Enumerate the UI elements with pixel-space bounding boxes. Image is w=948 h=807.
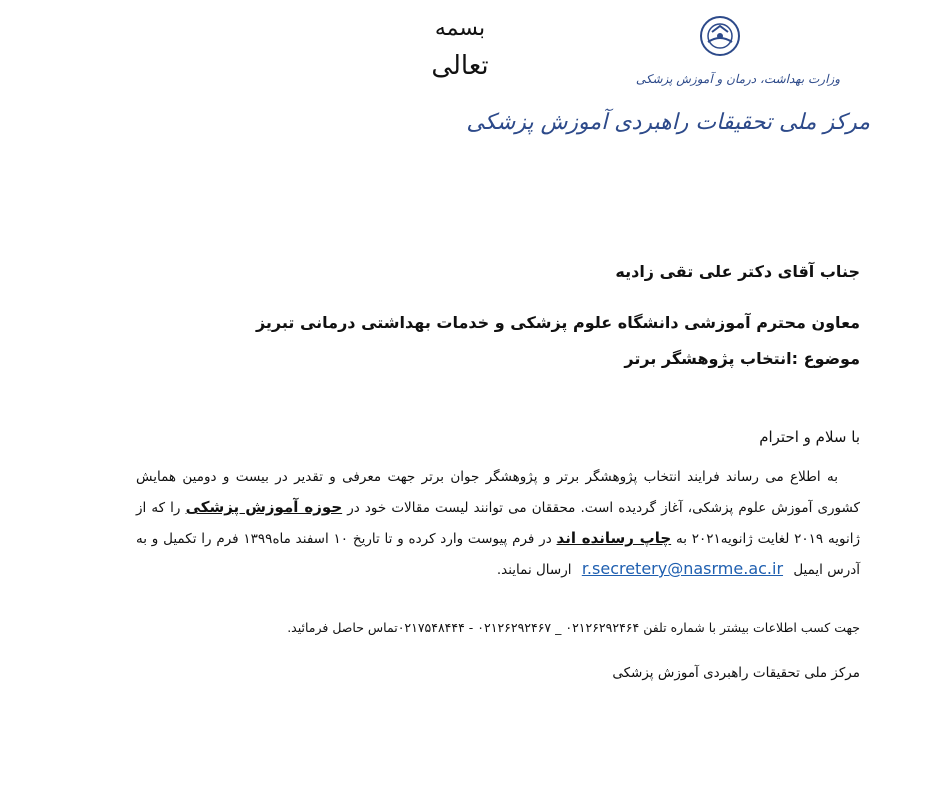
body-part4: ارسال نمایند. (496, 562, 576, 578)
body-bold-field: حوزه آموزش پزشکی (185, 498, 343, 516)
letter-subject: موضوع :انتخاب پژوهشگر برتر (624, 349, 860, 368)
ministry-name: وزارت بهداشت، درمان و آموزش پزشکی (635, 72, 840, 86)
bismillah-line1: بسمه (434, 16, 486, 41)
greeting: با سلام و احترام (759, 428, 860, 446)
body-part1: به اطلاع می رساند فرایند انتخاب پژوهشگر برتر و پژوهشگر جوان برتر جهت معرفی و تقدیر در بیست و دومین همایش کشوری آموزش علوم پزشکی، آغاز گردیده است. محققان می توانند لیست مقالات خود در (136, 469, 860, 516)
bismillah-line2: تعالی (431, 51, 489, 81)
signature: مرکز ملی تحقیقات راهبردی آموزش پزشکی (612, 665, 860, 681)
contact-info: جهت کسب اطلاعات بیشتر با شماره تلفن ۰۲۱۲۶۲۹۲۴۶۴ _ ۰۲۱۲۶۲۹۲۴۶۷ - ۰۲۱۷۵۴۸۴۴۴تماس حاصل فرمائید. (287, 620, 860, 635)
body-bold-published: چاپ رسانده اند (556, 529, 672, 547)
center-logo (466, 14, 870, 154)
bismillah (395, 14, 525, 84)
body-part2: را که از ژانویه ۲۰۱۹ لغایت ژانویه۲۰۲۱ به (136, 500, 860, 547)
email-link[interactable]: r.secretery@nasrme.ac.ir (581, 559, 784, 578)
body-part3: در فرم پیوست وارد کرده و تا تاریخ ۱۰ اسفند ماه۱۳۹۹ فرم را تکمیل و به آدرس ایمیل (136, 531, 860, 578)
center-emblem-icon (698, 14, 742, 58)
recipient-title: معاون محترم آموزشی دانشگاه علوم پزشکی و خدمات بهداشتی درمانی تبریز (255, 313, 860, 332)
recipient-name: جناب آقای دکتر علی تقی زادیه (615, 262, 860, 281)
center-name: مرکز ملی تحقیقات راهبردی آموزش پزشکی (466, 110, 870, 135)
letter-body (136, 462, 860, 585)
